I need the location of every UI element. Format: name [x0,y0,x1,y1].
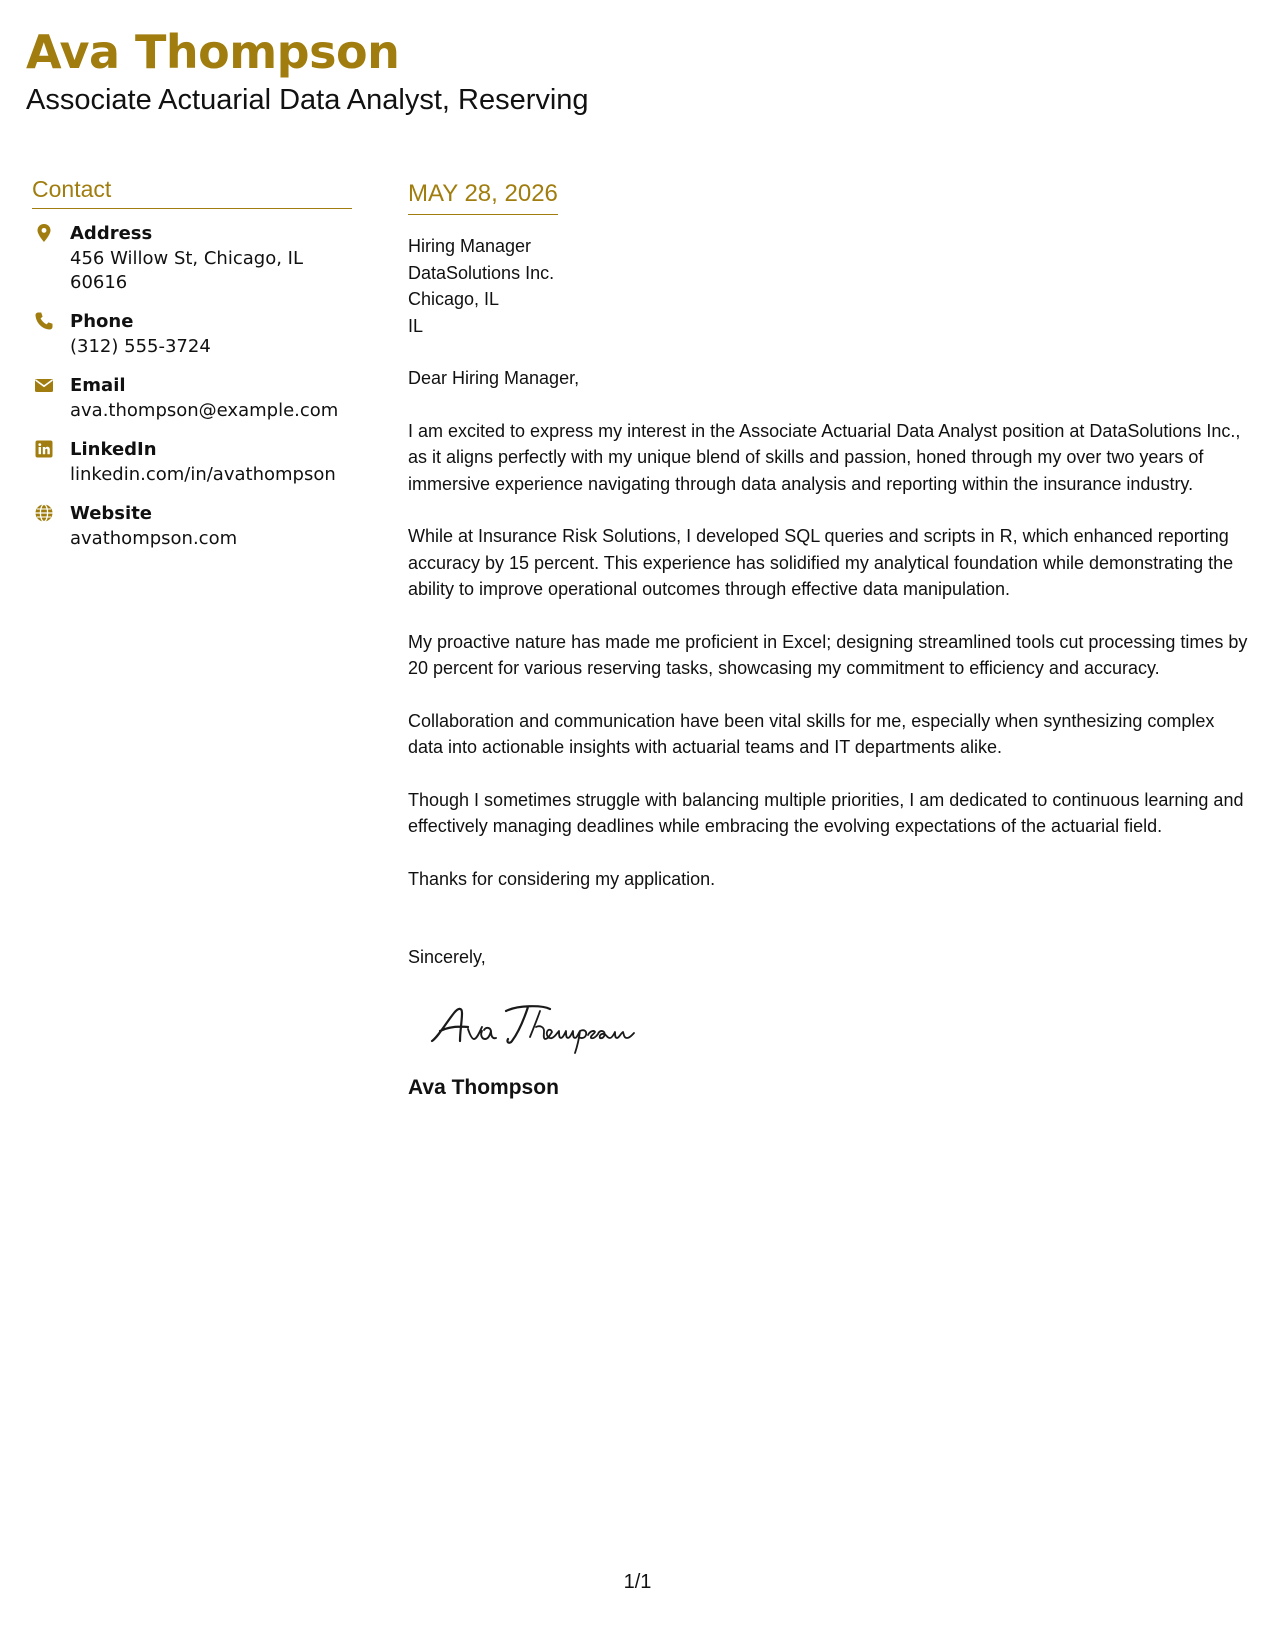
phone-value: (312) 555-3724 [70,336,211,357]
contact-label: LinkedIn [70,439,157,460]
closing: Sincerely, [408,947,486,967]
contact-item-address [32,221,352,295]
linkedin-value: linkedin.com/in/avathompson [70,464,336,485]
body-paragraph: Collaboration and communication have been vital skills for me, especially when synthesizing complex data into actionable insights with actuarial teams and IT departments alike. [408,710,1215,757]
recipient-line: DataSolutions Inc. [408,262,555,283]
body-paragraph: Thanks for considering my application. [408,868,716,889]
job-title: Associate Actuarial Data Analyst, Reserving [26,84,589,116]
envelope-icon [34,375,54,395]
map-pin-icon [34,223,54,243]
handwritten-signature [424,997,664,1057]
letter-body [408,176,1248,1103]
contact-label: Email [70,375,126,396]
letter-date: MAY 28, 2026 [408,176,558,215]
recipient-line: Hiring Manager [408,236,532,256]
recipient-line: IL [408,315,424,336]
body-paragraph: Though I sometimes struggle with balancing multiple priorities, I am dedicated to continuous learning and effectively managing deadlines while embracing the evolving expectations of the actuarial field. [408,789,1244,836]
contact-item-website [32,501,352,551]
contact-item-phone [32,309,352,359]
phone-icon [34,311,54,331]
contact-sidebar [32,172,352,565]
website-value: avathompson.com [70,528,238,549]
contact-item-email [32,373,352,423]
contact-label: Phone [70,311,134,332]
body-paragraph: While at Insurance Risk Solutions, I developed SQL queries and scripts in R, which enhanced reporting accuracy by 15 percent. This experience has solidified my analytical foundation while demonstrating the ability to improve operational outcomes through effective data manipulation. [408,526,1234,599]
recipient-block [408,233,1248,339]
salutation: Dear Hiring Manager, [408,368,580,388]
contact-item-linkedin [32,437,352,487]
header [26,22,589,118]
address-value: 456 Willow St, Chicago, IL 60616 [70,248,303,293]
contact-label: Address [70,223,153,244]
signer-name: Ava Thompson [408,1075,559,1099]
globe-icon [34,503,54,523]
recipient-line: Chicago, IL [408,289,500,309]
applicant-name: Ava Thompson [26,25,400,79]
contact-heading: Contact [32,172,352,209]
body-paragraph: My proactive nature has made me proficient in Excel; designing streamlined tools cut processing times by 20 percent for various reserving tasks, showcasing my commitment to efficiency and accuracy. [408,631,1248,678]
page-number: 1/1 [623,1571,652,1593]
contact-label: Website [70,503,153,524]
email-value: ava.thompson@example.com [70,400,339,421]
linkedin-icon [34,439,54,459]
body-paragraph: I am excited to express my interest in the Associate Actuarial Data Analyst position at DataSolutions Inc., as it aligns perfectly with my unique blend of skills and passion, honed through my over two years of immersive experience navigating through data analysis and reporting within the insurance industry. [408,420,1241,494]
